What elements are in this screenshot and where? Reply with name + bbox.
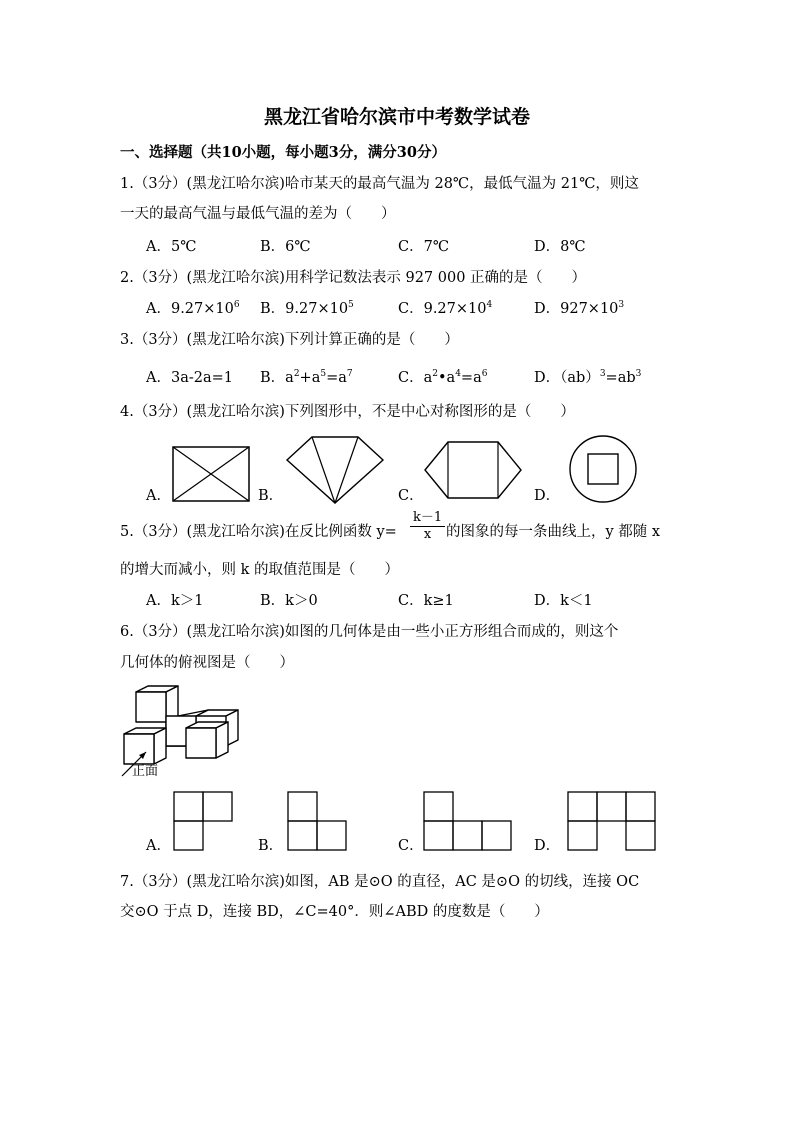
q1-text-line1: 1.（3分）(黑龙江哈尔滨)哈市某天的最高气温为 28℃，最低气温为 21℃，则这	[120, 176, 639, 192]
q1-option-d: D．8℃	[534, 239, 586, 255]
q2-text: 2.（3分）(黑龙江哈尔滨)用科学记数法表示 927 000 正确的是（ ）	[120, 270, 587, 286]
q3-option-a: A．3a-2a=1	[146, 370, 233, 386]
q4-label-b: B．	[258, 488, 284, 504]
q1-option-c: C．7℃	[398, 239, 450, 255]
q2-option-c: C．$9.27\times 10^4$	[398, 300, 493, 317]
q5-option-b: B．k＞0	[260, 593, 318, 609]
page-title: 黑龙江省哈尔滨市中考数学试卷	[263, 106, 530, 128]
q3-text: 3.（3分）(黑龙江哈尔滨)下列计算正确的是（ ）	[120, 332, 459, 348]
q4-label-a: A．	[146, 488, 171, 504]
q3-option-b: B．$a^2+a^5=a^7$	[260, 369, 353, 386]
q4-figure-a	[172, 446, 250, 502]
q4-label-d: D．	[534, 488, 561, 504]
q4-label-c: C．	[398, 488, 424, 504]
q5-fraction-denominator: x	[423, 527, 432, 542]
q6-front-label: 正面	[132, 764, 159, 779]
q2-option-d: D．$927\times 10^3$	[534, 300, 625, 317]
q1-text-line2: 一天的最高气温与最低气温的差为（ ）	[120, 206, 396, 222]
q5-option-a: A．k＞1	[146, 593, 204, 609]
q5-option-c: C．k≥1	[398, 593, 454, 609]
q2-option-a: A．$9.27\times 10^6$	[146, 300, 240, 317]
q6-text-line1: 6.（3分）(黑龙江哈尔滨)如图的几何体是由一些小正方形组合而成的，则这个	[120, 624, 619, 640]
section-heading: 一、选择题（共10小题，每小题3分，满分30分）	[120, 144, 446, 161]
q1-option-a: A．5℃	[146, 239, 197, 255]
q5-option-d: D．k＜1	[534, 593, 593, 609]
q6-option-b-figure	[288, 792, 350, 852]
q4-text: 4.（3分）(黑龙江哈尔滨)下列图形中，不是中心对称图形的是（ ）	[120, 404, 575, 420]
q4-figure-c	[424, 440, 522, 500]
q7-text-line2: 交⊙O 于点 D，连接 BD，∠C=40°．则∠ABD 的度数是（ ）	[120, 904, 549, 920]
q5-text-line1-post: 的图象的每一条曲线上，y 都随 x	[446, 524, 661, 540]
q6-option-a-figure	[174, 792, 234, 852]
q1-option-b: B．6℃	[260, 239, 311, 255]
q5-text-line1-pre: 5.（3分）(黑龙江哈尔滨)在反比例函数 y=	[120, 524, 397, 540]
q2-option-b: B．$9.27\times 10^5$	[260, 300, 354, 317]
q6-text-line2: 几何体的俯视图是（ ）	[120, 655, 294, 671]
q4-figure-b	[286, 436, 384, 504]
q3-option-c: C．$a^2•a^4=a^6$	[398, 369, 488, 386]
q7-text-line1: 7.（3分）(黑龙江哈尔滨)如图，AB 是⊙O 的直径，AC 是⊙O 的切线，连接 OC	[120, 874, 640, 890]
q6-label-c: C．	[398, 838, 424, 854]
q3-option-d: D．$(ab)^3=ab^3$	[534, 369, 642, 386]
q5-fraction-numerator: k－1	[410, 510, 445, 527]
q6-option-c-figure	[424, 792, 516, 852]
q5-text-line2: 的增大而减小，则 k 的取值范围是（ ）	[120, 562, 400, 578]
q5-fraction	[410, 510, 445, 543]
q6-option-d-figure	[568, 792, 660, 852]
q4-figure-d	[568, 434, 638, 504]
q6-label-b: B．	[258, 838, 284, 854]
q6-label-a: A．	[146, 838, 171, 854]
q6-label-d: D．	[534, 838, 561, 854]
